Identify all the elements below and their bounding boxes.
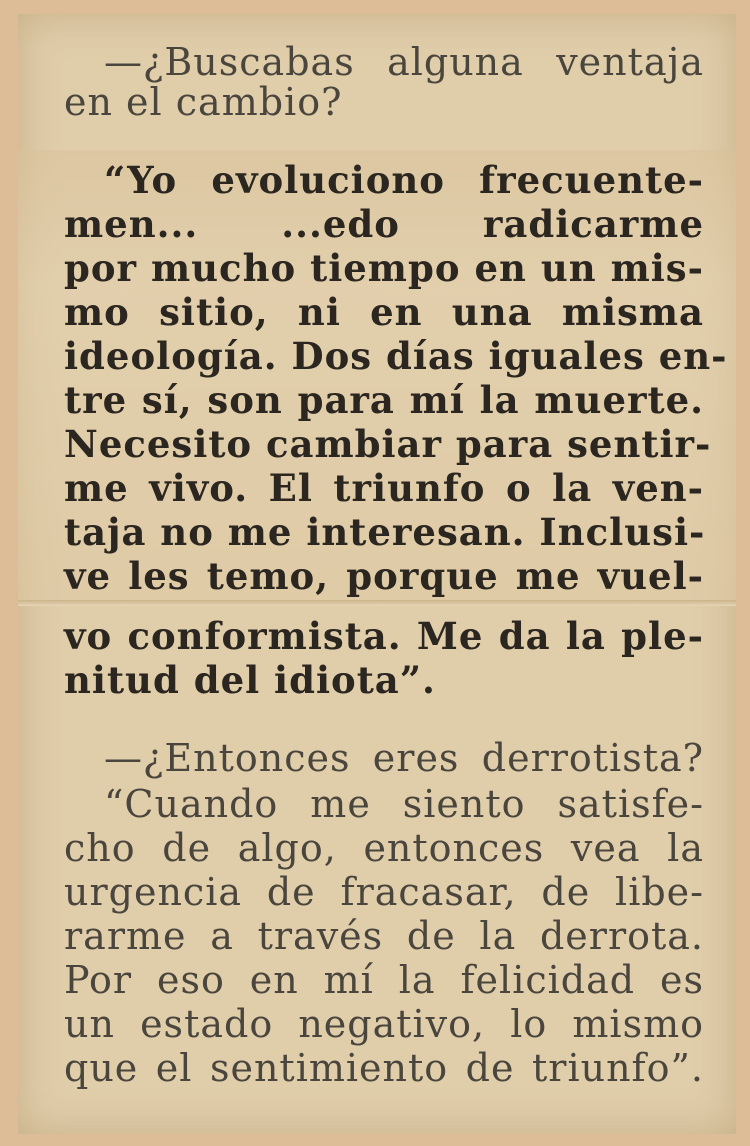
text-line: taja no me interesan. Inclusi-: [64, 510, 706, 554]
paper-crease: [18, 600, 736, 606]
text-line: me vivo. El triunfo o la ven-: [64, 466, 704, 510]
text-line: nitud del idiota”.: [64, 658, 436, 702]
text-line: men... ...edo radicarme: [64, 202, 704, 246]
text-line: “Cuando me siento satisfe-: [104, 782, 704, 826]
text-line: —¿Buscabas alguna ventaja: [104, 40, 704, 84]
text-line: cho de algo, entonces vea la: [64, 826, 704, 870]
text-line: por mucho tiempo en un mis-: [64, 246, 704, 290]
text-line: “Yo evoluciono frecuente-: [104, 158, 704, 202]
text-line: —¿Entonces eres derrotista?: [104, 736, 704, 780]
text-line: mo sitio, ni en una misma: [64, 290, 704, 334]
text-line: ve les temo, porque me vuel-: [64, 554, 704, 598]
text-line: un estado negativo, lo mismo: [64, 1002, 704, 1046]
text-line: que el sentimiento de triunfo”.: [64, 1046, 704, 1090]
text-line: urgencia de fracasar, de libe-: [64, 870, 704, 914]
text-line: rarme a través de la derrota.: [64, 914, 704, 958]
text-line: ideología. Dos días iguales en-: [64, 334, 728, 378]
text-line: vo conformista. Me da la ple-: [64, 614, 704, 658]
text-line: tre sí, son para mí la muerte.: [64, 378, 704, 422]
text-line: Por eso en mí la felicidad es: [64, 958, 704, 1002]
text-line: en el cambio?: [64, 80, 343, 124]
text-line: Necesito cambiar para sentir-: [64, 422, 712, 466]
